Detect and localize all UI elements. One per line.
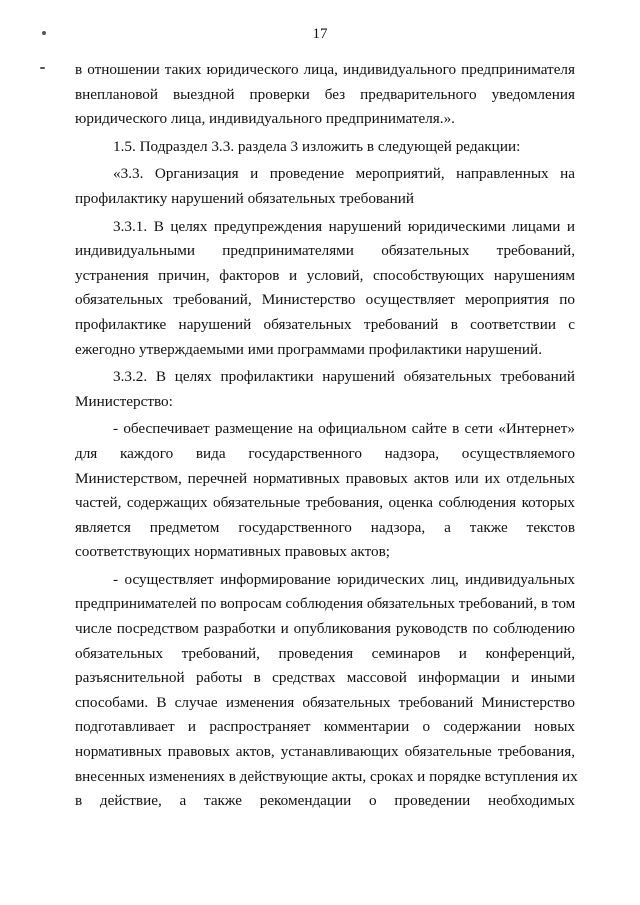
text-line: числе посредством разработки и опубликования руководств по соблюдению (75, 620, 575, 638)
text-line: Министерство: (75, 392, 173, 410)
text-line: обязательных требований, проведения семинаров и конференций, (75, 644, 575, 662)
text-line: обязательных требований, Министерство осуществляет мероприятия по (75, 291, 575, 309)
text-line: соответствующих нормативных правовых актов; (75, 543, 391, 561)
text-line: 3.3.2. В целях профилактики нарушений обязательных требований (113, 368, 575, 386)
text-line: «3.3. Организация и проведение мероприятий, направленных на (113, 165, 575, 183)
text-line: в действие, а также рекомендации о проведении необходимых (75, 792, 575, 810)
text-line: ежегодно утверждаемыми ими программами профилактики нарушений. (75, 340, 542, 358)
text-line: внеплановой выездной проверки без предварительного уведомления (75, 85, 575, 103)
text-line: устранения причин, факторов и условий, способствующих нарушениям (75, 266, 575, 284)
text-line: - обеспечивает размещение на официальном сайте в сети «Интернет» (113, 420, 575, 438)
text-line: является предметом государственного надзора, а также текстов (75, 518, 575, 536)
text-line: юридического лица, индивидуального предпринимателя.». (75, 110, 455, 128)
scan-dash-mark (40, 67, 45, 69)
text-line: в отношении таких юридического лица, индивидуального предпринимателя (75, 61, 575, 78)
text-line: предпринимателей по вопросам соблюдения обязательных требований, в том (75, 595, 576, 613)
document-body (75, 58, 578, 814)
text-line: индивидуальными предпринимателями обязательных требований, (75, 242, 575, 260)
text-line: нормативных правовых актов, устанавливающих обязательные требования, (75, 743, 575, 761)
page-number: 17 (312, 26, 328, 42)
text-line: подготавливает и распространяет комментарии о содержании новых (75, 718, 575, 736)
text-line: для каждого вида государственного надзора, осуществляемого (75, 444, 575, 462)
text-line: 1.5. Подраздел 3.3. раздела 3 изложить в следующей редакции: (113, 137, 521, 155)
text-line: разъяснительной работы в средствах массовой информации и иными (75, 669, 575, 687)
text-line: Министерством, перечней нормативных правовых актов или их отдельных (75, 469, 575, 487)
text-line: внесенных изменениях в действующие акты, сроках и порядке вступления их (75, 767, 578, 785)
text-line: способами. В случае изменения обязательных требований Министерство (75, 693, 575, 711)
text-line: 3.3.1. В целях предупреждения нарушений юридическими лицами и (113, 217, 575, 235)
text-line: профилактику нарушений обязательных требований (75, 189, 415, 207)
text-line: - осуществляет информирование юридических лиц, индивидуальных (113, 570, 575, 588)
text-line: профилактике нарушений обязательных требований в соответствии с (75, 315, 575, 333)
text-line: частей, содержащих обязательные требования, оценка соблюдения которых (75, 494, 575, 512)
